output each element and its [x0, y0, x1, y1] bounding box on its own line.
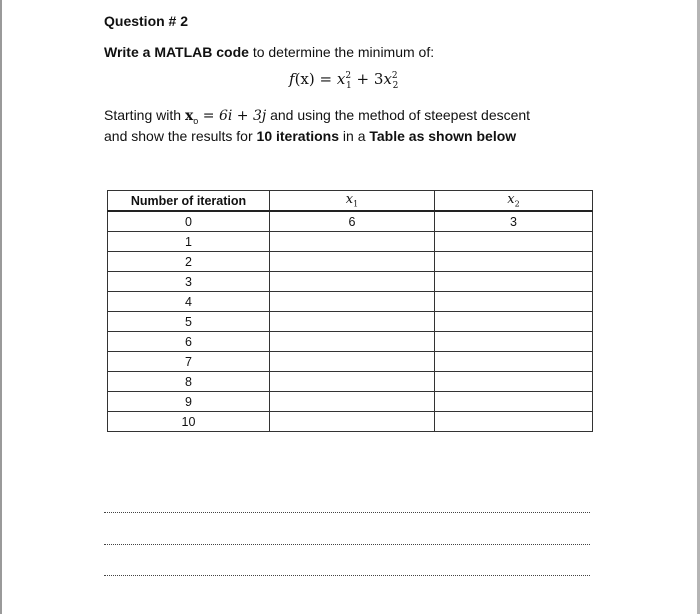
table-row [108, 272, 593, 292]
cell-x1 [270, 252, 435, 272]
x0-base: x [184, 108, 194, 124]
cell-x1 [270, 312, 435, 332]
formula-x1: x [336, 70, 346, 88]
answer-line [104, 544, 590, 545]
cell-iteration: 9 [108, 392, 270, 412]
cell-iteration: 10 [108, 412, 270, 432]
table-row [108, 392, 593, 412]
x0-value: = 6i + 3j [198, 108, 267, 124]
page-left-border [0, 0, 2, 614]
cell-iteration: 6 [108, 332, 270, 352]
objective-formula [289, 70, 398, 91]
question-title: Question # 2 [104, 13, 189, 29]
table-header-row [108, 191, 593, 212]
cell-x2 [435, 292, 593, 312]
table-row [108, 211, 593, 232]
cell-x2: 3 [435, 211, 593, 232]
header-x2: $x_2$ [435, 191, 593, 212]
x0-sub: o [193, 115, 199, 126]
cell-iteration: 4 [108, 292, 270, 312]
start-line-2 [104, 128, 516, 144]
cell-iteration: 5 [108, 312, 270, 332]
header-x1: $x_1$ [270, 191, 435, 212]
table-row [108, 232, 593, 252]
line2-mid: in a [339, 128, 370, 144]
line2-bold-iterations: 10 iterations [256, 128, 340, 144]
line2-prefix: and show the results for [104, 128, 257, 144]
start-suffix: and using the method of steepest descent [266, 107, 531, 123]
cell-x1 [270, 412, 435, 432]
start-line-1 [104, 107, 530, 126]
iteration-table [107, 190, 593, 432]
cell-x2 [435, 412, 593, 432]
cell-x1 [270, 272, 435, 292]
cell-x1 [270, 372, 435, 392]
cell-iteration: 8 [108, 372, 270, 392]
answer-line [104, 575, 590, 576]
formula-x2: x [383, 70, 392, 88]
cell-iteration: 2 [108, 252, 270, 272]
cell-iteration: 1 [108, 232, 270, 252]
table-row [108, 412, 593, 432]
line2-bold-shown: as shown below [404, 128, 517, 144]
instruction-rest: to determine the minimum of: [248, 44, 435, 60]
line2-bold-table: Table [369, 128, 405, 144]
cell-x1 [270, 352, 435, 372]
header-iteration: Number of iteration [108, 191, 270, 212]
table-row [108, 252, 593, 272]
formula-f: f [289, 70, 295, 88]
table-row [108, 352, 593, 372]
formula-x1-sup: 2 [345, 71, 352, 81]
cell-x1: 6 [270, 211, 435, 232]
formula-arg: (x) [294, 70, 315, 88]
table-row [108, 312, 593, 332]
table-row [108, 372, 593, 392]
cell-iteration: 3 [108, 272, 270, 292]
formula-x2-sub: 2 [392, 81, 399, 91]
formula-x1-sub: 1 [346, 81, 352, 91]
cell-x1 [270, 332, 435, 352]
cell-x2 [435, 252, 593, 272]
instruction-line [104, 44, 434, 60]
formula-plus: + 3 [351, 70, 384, 88]
answer-line [104, 512, 590, 513]
instruction-bold: Write a MATLAB code [104, 44, 249, 60]
start-prefix: Starting with [104, 107, 185, 123]
cell-x2 [435, 312, 593, 332]
cell-x2 [435, 392, 593, 412]
cell-iteration: 7 [108, 352, 270, 372]
cell-x2 [435, 232, 593, 252]
cell-x2 [435, 272, 593, 292]
table-row [108, 292, 593, 312]
cell-x2 [435, 332, 593, 352]
formula-equals: = [314, 70, 337, 88]
cell-x1 [270, 232, 435, 252]
formula-x2-sup: 2 [391, 71, 398, 81]
cell-x2 [435, 372, 593, 392]
cell-x1 [270, 292, 435, 312]
table-row [108, 332, 593, 352]
cell-iteration: 0 [108, 211, 270, 232]
cell-x1 [270, 392, 435, 412]
cell-x2 [435, 352, 593, 372]
